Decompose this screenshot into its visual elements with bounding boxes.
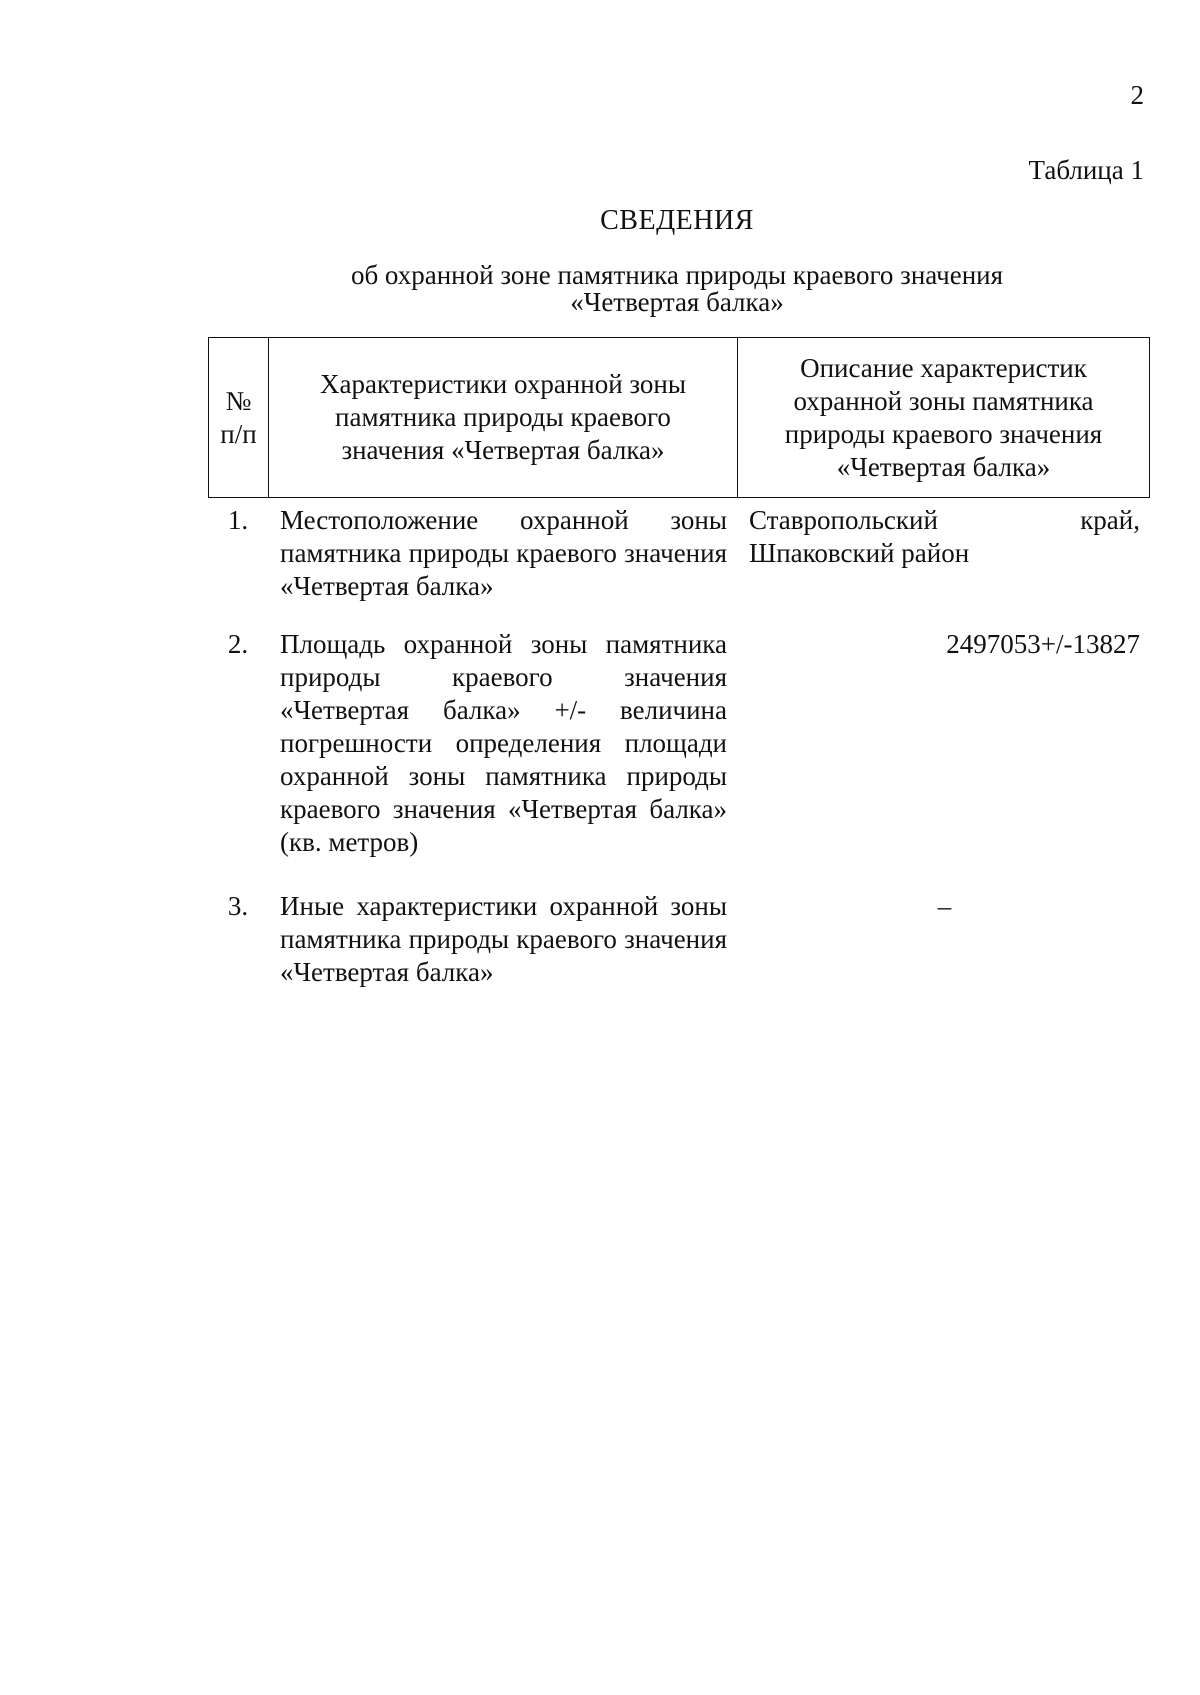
table-row [208, 890, 1150, 989]
subtitle-line-1: об охранной зоне памятника природы краевого значения [350, 260, 1004, 290]
header-number-abbr: п/п [220, 418, 257, 449]
header-number [209, 338, 269, 497]
row-value: 2497053+/-13827 [946, 629, 1140, 659]
document-subtitle [0, 262, 1200, 316]
table-row [208, 498, 1150, 628]
row-characteristic: Площадь охранной зоны памятника природы краевого значения «Четвертая балка» +/- величина погрешности определения площади охранной зоны памятника природы краевого значения «Четвертая балка» (кв. метров) [280, 629, 727, 857]
row-number: 3. [227, 891, 249, 921]
row-characteristic: Иные характеристики охранной зоны памятника природы краевого значения «Четвертая балка» [280, 891, 727, 987]
row-value [737, 504, 1150, 628]
row-number: 2. [227, 629, 249, 659]
row-number: 1. [227, 505, 249, 535]
table-row [208, 628, 1150, 890]
row-characteristic: Местоположение охранной зоны памятника природы краевого значения «Четвертая балка» [280, 505, 727, 601]
row-value-line-2: Шпаковский район [749, 538, 970, 568]
table-header-row [208, 337, 1150, 498]
subtitle-line-2: «Четвертая балка» [570, 287, 784, 317]
info-table [208, 337, 1150, 989]
row-value-line-1: Ставропольский край, [749, 505, 1140, 535]
header-number-symbol: № [225, 385, 252, 416]
document-title: СВЕДЕНИЯ [600, 205, 754, 236]
table-label: Таблица 1 [1028, 155, 1144, 185]
header-characteristics: Характеристики охранной зоны памятника природы краевого значения «Четвертая балка» [269, 338, 738, 497]
header-description: Описание характеристик охранной зоны памятника природы краевого значения «Четвертая балка» [784, 352, 1103, 482]
row-value: – [937, 891, 952, 921]
page-number: 2 [1130, 80, 1144, 110]
